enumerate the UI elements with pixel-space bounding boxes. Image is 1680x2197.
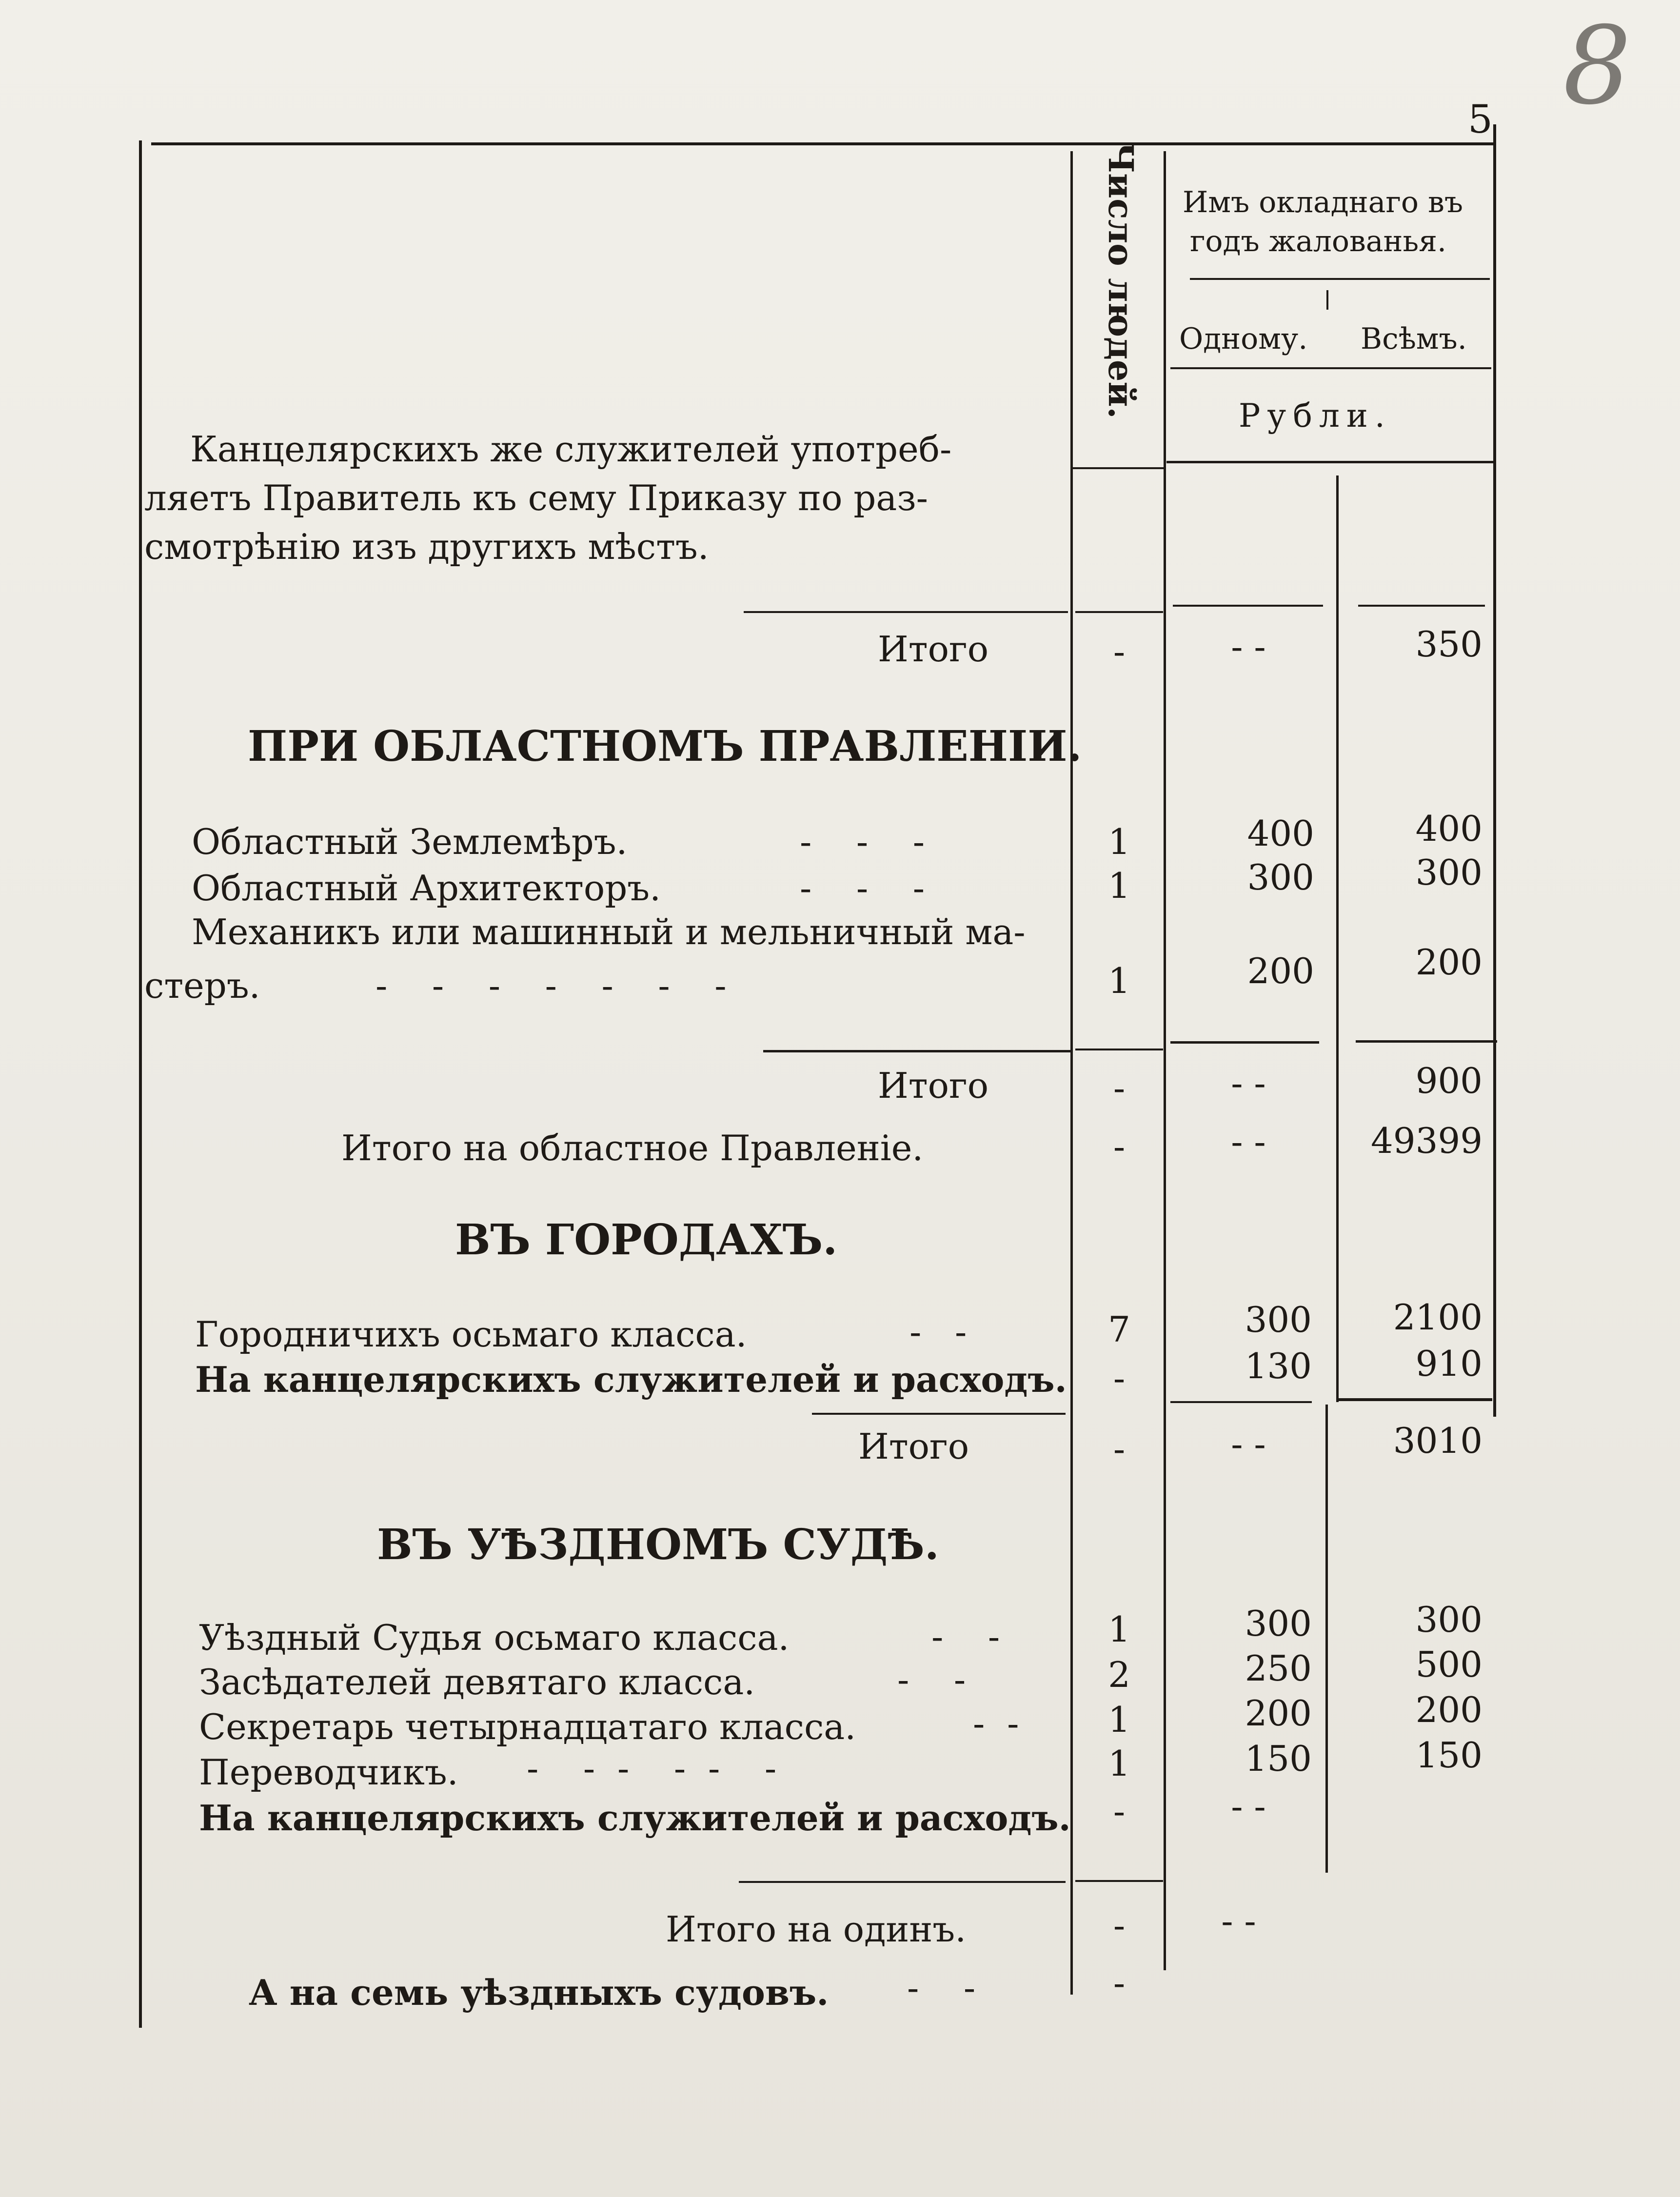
- header-rule-3: [1166, 461, 1493, 463]
- court-row4-label: Переводчикъ.: [199, 1752, 458, 1793]
- court-row2-all: 500: [1415, 1644, 1482, 1685]
- header-people-count: Число людей.: [1101, 142, 1141, 419]
- oblast-row2-one: 300: [1247, 857, 1314, 898]
- header-rule-1: [1190, 278, 1490, 280]
- section-court-title: ВЪ УѢЗДНОМЪ СУДѢ.: [377, 1520, 939, 1569]
- court-total-seven-people: -: [1113, 1962, 1126, 2003]
- court-row3-all: 200: [1415, 1689, 1482, 1730]
- cities-total-people: -: [1113, 1428, 1126, 1469]
- cities-row1-label: Городничихъ осьмаго класса.: [195, 1314, 747, 1355]
- court-row1-label: Уѣздный Судья осьмаго класса.: [199, 1617, 790, 1658]
- court-row3-leader: - -: [973, 1703, 1019, 1744]
- oblast-row3-leader: - - - - - - -: [376, 965, 727, 1006]
- header-currency: Рубли.: [1239, 397, 1392, 435]
- section-oblast-title: ПРИ ОБЛАСТНОМЪ ПРАВЛЕНІИ.: [248, 722, 1082, 771]
- oblast-grand-total-all: 49399: [1370, 1120, 1482, 1161]
- header-tick: [1326, 290, 1328, 310]
- court-row4-one: 150: [1245, 1738, 1312, 1779]
- oblast-total-people: -: [1113, 1068, 1126, 1108]
- court-row1-people: 1: [1108, 1609, 1130, 1650]
- court-row3-people: 1: [1108, 1699, 1130, 1740]
- court-row5-one: - -: [1231, 1786, 1266, 1827]
- cities-row2-label: На канцелярскихъ служителей и расходъ.: [195, 1359, 1067, 1400]
- court-total-seven-leader: - -: [907, 1967, 976, 2008]
- court-row4-people: 1: [1108, 1743, 1130, 1784]
- rule-cities-total-text: [812, 1413, 1066, 1415]
- total1-people: -: [1113, 631, 1126, 672]
- oblast-row3-all: 200: [1415, 942, 1482, 983]
- oblast-total-label: Итого: [878, 1065, 989, 1106]
- intro-line-3: смотрѣнію изъ другихъ мѣстъ.: [144, 526, 709, 567]
- oblast-row3-label-line2: стеръ.: [144, 965, 260, 1006]
- total1-all: 350: [1415, 624, 1482, 665]
- cities-total-one: - -: [1231, 1424, 1266, 1465]
- rule-total1-people: [1075, 611, 1163, 613]
- right-border: [1493, 124, 1496, 1417]
- header-rule-people: [1073, 467, 1164, 469]
- court-total-one-people: -: [1113, 1905, 1126, 1946]
- court-row4-all: 150: [1415, 1735, 1482, 1776]
- oblast-row2-people: 1: [1108, 865, 1130, 906]
- header-salary-line2: годъ жалованья.: [1190, 224, 1447, 258]
- rule-oblast-total-one: [1170, 1041, 1319, 1044]
- cities-row1-one: 300: [1245, 1299, 1312, 1340]
- cities-row1-people: 7: [1108, 1309, 1130, 1350]
- cities-total-label: Итого: [858, 1426, 969, 1467]
- oblast-row1-label: Областный Землемѣръ.: [192, 821, 628, 862]
- rule-court-total-text: [739, 1881, 1066, 1883]
- section-cities-title: ВЪ ГОРОДАХЪ.: [455, 1215, 838, 1265]
- col-divider-people-right: [1164, 151, 1166, 1970]
- oblast-total-all: 900: [1415, 1060, 1482, 1101]
- oblast-row1-all: 400: [1415, 808, 1482, 849]
- rule-total1-text: [744, 611, 1068, 613]
- cities-row2-all: 910: [1415, 1343, 1482, 1384]
- left-border: [139, 140, 142, 2028]
- oblast-grand-total-one: - -: [1231, 1121, 1266, 1162]
- rule-cities-total-all: [1336, 1398, 1492, 1401]
- cities-row1-all: 2100: [1393, 1297, 1482, 1338]
- col-divider-one-all-lower: [1325, 1405, 1328, 1873]
- oblast-row3-one: 200: [1247, 950, 1314, 991]
- header-rule-2: [1170, 367, 1491, 369]
- rule-oblast-total-all: [1356, 1040, 1497, 1043]
- rule-oblast-total-text: [763, 1050, 1070, 1052]
- court-row1-one: 300: [1245, 1603, 1312, 1644]
- cities-row1-leader: - -: [909, 1311, 967, 1352]
- header-one: Одному.: [1179, 322, 1308, 356]
- court-row1-all: 300: [1415, 1599, 1482, 1640]
- rule-oblast-total-people: [1075, 1049, 1163, 1050]
- court-row1-leader: - -: [931, 1616, 1000, 1657]
- oblast-row1-leader: - - -: [800, 821, 925, 862]
- oblast-row2-leader: - - -: [800, 868, 925, 909]
- oblast-total-one: - -: [1231, 1063, 1266, 1104]
- rule-cities-total-one: [1170, 1401, 1312, 1403]
- pencil-page-mark: 8: [1563, 3, 1631, 128]
- rule-total1-one: [1173, 605, 1323, 607]
- court-row2-one: 250: [1245, 1648, 1312, 1689]
- total1-label: Итого: [878, 629, 989, 670]
- intro-line-1: Канцелярскихъ же служителей употреб-: [190, 429, 952, 470]
- oblast-row3-people: 1: [1108, 960, 1130, 1001]
- court-total-one-one: - -: [1221, 1900, 1256, 1941]
- court-row2-label: Засѣдателей девятаго класса.: [199, 1662, 755, 1702]
- header-all: Всѣмъ.: [1361, 322, 1467, 356]
- cities-row2-people: -: [1113, 1358, 1126, 1399]
- court-total-one-label: Итого на одинъ.: [666, 1909, 967, 1950]
- rule-court-total-people: [1075, 1880, 1163, 1882]
- header-salary-line1: Имъ окладнаго въ: [1183, 185, 1463, 219]
- oblast-row1-people: 1: [1108, 821, 1130, 862]
- top-rule: [151, 142, 1495, 145]
- court-row3-label: Секретарь четырнадцатаго класса.: [199, 1706, 856, 1747]
- oblast-grand-total-people: -: [1113, 1126, 1126, 1167]
- court-row2-leader: - -: [897, 1659, 966, 1700]
- court-row5-people: -: [1113, 1791, 1126, 1832]
- oblast-row2-all: 300: [1415, 852, 1482, 893]
- court-total-seven-label: А на семь уѣздныхъ судовъ.: [249, 1972, 829, 2013]
- court-row5-label: На канцелярскихъ служителей и расходъ.: [199, 1797, 1071, 1839]
- page-number: 5: [1468, 97, 1493, 142]
- total1-one: - -: [1231, 626, 1266, 667]
- col-divider-one-all: [1336, 475, 1339, 1402]
- oblast-grand-total-label: Итого на областное Правленіе.: [341, 1128, 924, 1168]
- court-row4-leader: - - - - - -: [527, 1748, 777, 1789]
- court-row3-one: 200: [1245, 1693, 1312, 1734]
- cities-row2-one: 130: [1245, 1346, 1312, 1386]
- oblast-row2-label: Областный Архитекторъ.: [192, 868, 661, 909]
- cities-total-all: 3010: [1393, 1420, 1482, 1461]
- oblast-row1-one: 400: [1247, 813, 1314, 854]
- intro-line-2: ляетъ Правитель къ сему Приказу по раз-: [144, 477, 928, 518]
- court-row2-people: 2: [1108, 1654, 1130, 1695]
- rule-total1-all: [1358, 605, 1485, 607]
- oblast-row3-label-line1: Механикъ или машинный и мельничный ма-: [192, 911, 1026, 952]
